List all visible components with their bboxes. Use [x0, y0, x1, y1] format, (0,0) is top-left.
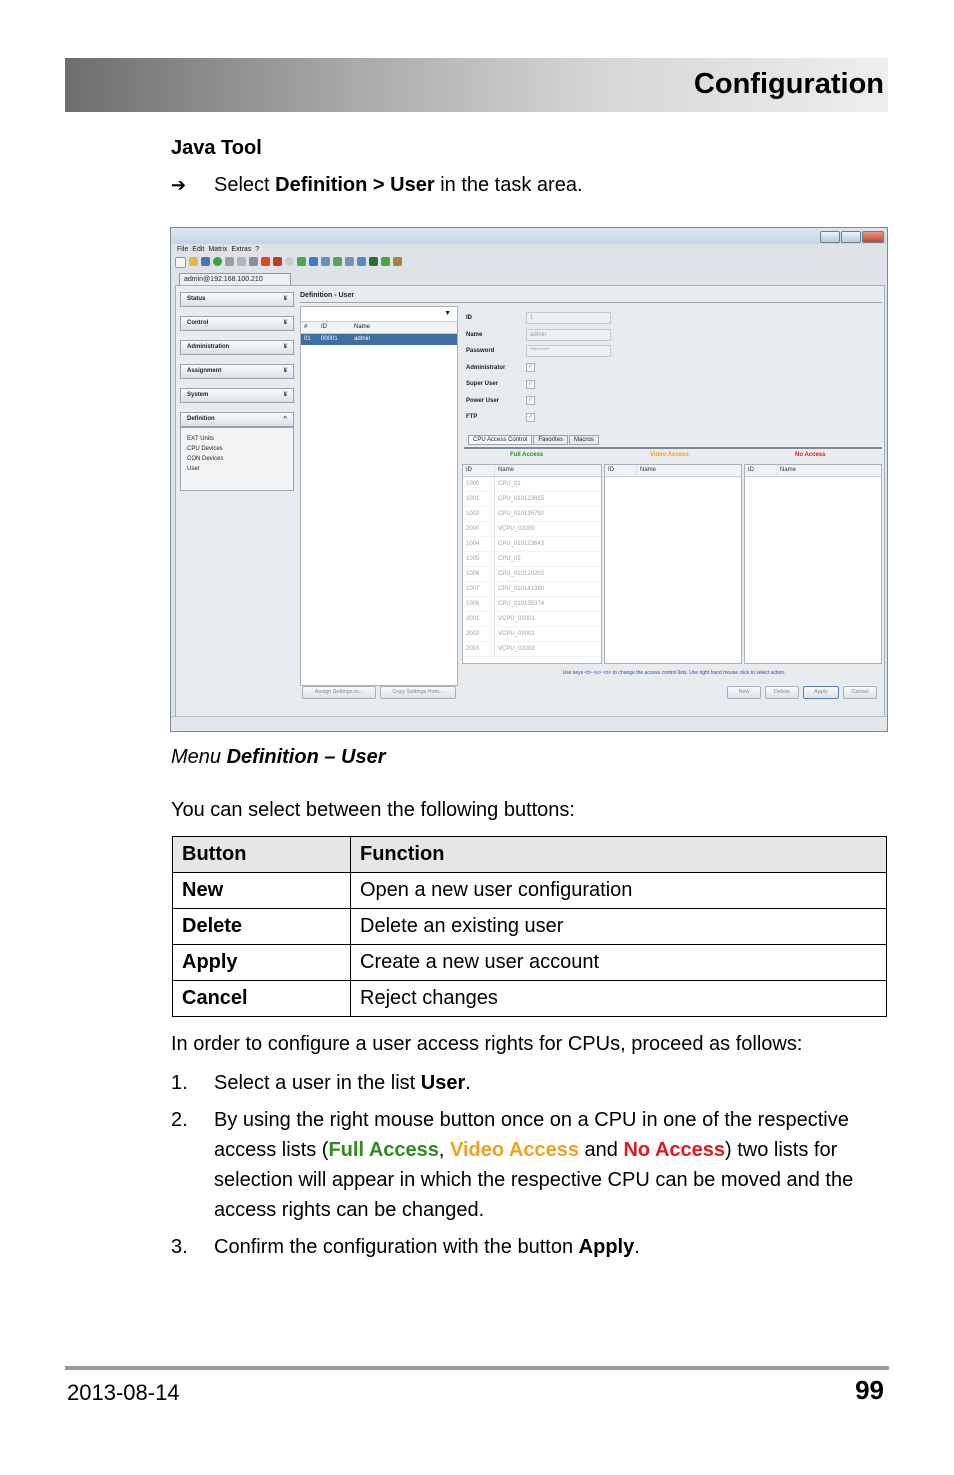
cpu-name: CPU_010129202	[498, 571, 545, 577]
close-icon[interactable]	[862, 231, 884, 243]
menu-matrix[interactable]: Matrix	[208, 246, 228, 253]
panel-title: Definition - User	[300, 292, 355, 299]
maximize-icon[interactable]	[841, 231, 861, 243]
submenu-ext-units[interactable]: EXT Units	[187, 436, 214, 442]
subtabs	[468, 435, 599, 445]
chevron-down-icon: ¥	[283, 392, 287, 398]
sidebar-item-status[interactable]	[180, 292, 294, 307]
menu-extras[interactable]: Extras	[231, 246, 252, 253]
chevron-up-icon: ^	[283, 416, 287, 422]
steps-list	[171, 1068, 891, 1269]
sidebar-item-label: Assignment	[187, 368, 222, 374]
list-item	[171, 1068, 891, 1098]
submenu-cpu-devices[interactable]: CPU Devices	[187, 446, 223, 452]
col-name[interactable]: Name	[640, 467, 657, 473]
table-row[interactable]	[463, 552, 601, 567]
arrow-icon: ➔	[171, 175, 187, 195]
table-row[interactable]	[463, 612, 601, 627]
step-text: and	[578, 1139, 624, 1161]
hint-text: Use keys <f> <v> <n> to change the access control lists. Use right hand mouse click to select action.	[562, 670, 786, 676]
main-panel	[175, 285, 885, 717]
settings-icon[interactable]	[285, 257, 294, 266]
copy-icon[interactable]	[237, 257, 246, 266]
caption-bold: Definition – User	[226, 746, 386, 768]
button-function-table	[172, 836, 887, 1017]
monitor-icon[interactable]	[369, 257, 378, 266]
paste-icon[interactable]	[249, 257, 258, 266]
password-label: Password	[466, 348, 495, 355]
table-row	[173, 981, 887, 1017]
sidebar-item-assignment[interactable]	[180, 364, 294, 379]
disconnect-icon[interactable]	[273, 257, 282, 266]
cell-button: Apply	[173, 945, 351, 981]
password-field[interactable]: ********	[526, 345, 611, 357]
document-icon[interactable]	[321, 257, 330, 266]
submenu-user[interactable]: User	[187, 466, 200, 472]
cpu-name: VCPU_02003	[498, 646, 535, 652]
window-titlebar	[171, 228, 887, 244]
cpu-name: CPU_010123615	[498, 496, 545, 502]
table-row[interactable]	[463, 627, 601, 642]
table-row[interactable]	[463, 522, 601, 537]
assign-settings-button[interactable]: Assign Settings to...	[302, 686, 376, 699]
ftp-label: FTP	[466, 414, 478, 421]
submenu-con-devices[interactable]: CON Devices	[187, 456, 224, 462]
super-user-label: Super User	[466, 381, 499, 388]
table-row[interactable]	[463, 642, 601, 657]
copy-settings-button[interactable]: Copy Settings from...	[380, 686, 456, 699]
step-number: 1.	[171, 1072, 188, 1094]
col-number[interactable]: #	[304, 324, 308, 330]
menu-file[interactable]: File	[177, 246, 189, 253]
table-row[interactable]	[463, 492, 601, 507]
video-access-list	[604, 464, 742, 664]
table-row[interactable]	[463, 582, 601, 597]
menubar	[177, 246, 259, 253]
full-access-list	[462, 464, 602, 664]
delete-button[interactable]: Delete	[765, 686, 799, 699]
settings-buttons	[302, 686, 456, 699]
table-row	[173, 909, 887, 945]
power-user-checkbox[interactable]: ✓	[527, 397, 534, 404]
ftp-checkbox[interactable]: ✓	[527, 413, 534, 420]
cpu-name: VCPU_02001	[498, 616, 535, 622]
step-bold: Apply	[578, 1236, 635, 1258]
task-area	[180, 292, 294, 491]
user-properties	[466, 310, 886, 426]
cell-number: 01	[304, 336, 311, 342]
cpu-id: 1006	[463, 567, 495, 581]
sidebar-item-definition[interactable]	[180, 412, 294, 427]
cpu-id: 1008	[463, 597, 495, 611]
step-number: 3.	[171, 1236, 188, 1258]
cpu-id: 2002	[463, 627, 495, 641]
col-id[interactable]: ID	[605, 465, 637, 476]
cpu-id: 1007	[463, 582, 495, 596]
check-icon[interactable]	[381, 257, 390, 266]
sidebar-item-system[interactable]	[180, 388, 294, 403]
col-function: Function	[351, 837, 887, 873]
col-id[interactable]: ID	[463, 465, 495, 476]
intro-text: You can select between the following buttons:	[171, 799, 575, 821]
table-row[interactable]	[463, 537, 601, 552]
connection-tab-label: admin@192.168.100.210	[184, 276, 263, 283]
instruction-prefix: Select	[214, 174, 276, 196]
report-icon[interactable]	[345, 257, 354, 266]
step-text: ,	[438, 1139, 451, 1161]
log-icon[interactable]	[357, 257, 366, 266]
no-access-list	[744, 464, 882, 664]
tab-macros[interactable]: Macros	[569, 435, 599, 445]
tab-cpu-access-control[interactable]: CPU Access Control	[468, 435, 532, 445]
page-title: Configuration	[693, 68, 884, 100]
no-access-heading: No Access	[795, 452, 826, 458]
id-field[interactable]: 1	[526, 312, 611, 324]
refresh-icon[interactable]	[213, 257, 222, 266]
step-text: ) two lists for selection will appear in which the respective CPU can be moved and the access rights can be changed.	[214, 1139, 854, 1221]
app-screenshot	[170, 227, 888, 732]
super-user-checkbox[interactable]: ✓	[527, 380, 534, 387]
table-row[interactable]	[463, 567, 601, 582]
table-row[interactable]	[463, 507, 601, 522]
power-user-label: Power User	[466, 397, 500, 404]
chevron-down-icon: ¥	[283, 344, 287, 350]
cpu-id: 1000	[463, 477, 495, 491]
cell-button: Cancel	[173, 981, 351, 1017]
cell-function: Create a new user account	[351, 945, 887, 981]
step-bold: User	[420, 1072, 466, 1094]
footer-rule	[65, 1366, 889, 1370]
list-item	[171, 1232, 891, 1262]
instruction	[171, 174, 583, 197]
caption-prefix: Menu	[171, 746, 227, 768]
export-icon[interactable]	[333, 257, 342, 266]
cpu-name: VCPU_02000	[498, 526, 535, 532]
status-bar	[171, 716, 887, 731]
cpu-id: 2000	[463, 522, 495, 536]
administrator-checkbox[interactable]: ✓	[527, 364, 534, 371]
user-list-header	[301, 322, 457, 334]
section-title: Java Tool	[171, 137, 262, 159]
page-number: 99	[855, 1375, 884, 1405]
cpu-name: VCPU_02002	[498, 631, 535, 637]
divider	[464, 447, 882, 449]
administrator-label: Administrator	[466, 364, 506, 371]
cpu-id: 2001	[463, 612, 495, 626]
cell-id: 00001	[321, 336, 338, 342]
chevron-down-icon: ¥	[283, 296, 287, 302]
col-id[interactable]: ID	[321, 324, 327, 330]
list-item	[171, 1105, 891, 1225]
sidebar-item-label: Status	[187, 296, 206, 302]
step-text: Select a user in the list	[214, 1072, 421, 1094]
table-row	[173, 873, 887, 909]
step-number: 2.	[171, 1109, 188, 1131]
col-name[interactable]: Name	[498, 467, 515, 473]
video-access-text: Video Access	[450, 1139, 579, 1161]
table-row[interactable]	[463, 477, 601, 492]
full-access-heading: Full Access	[510, 452, 544, 458]
cpu-id: 1002	[463, 507, 495, 521]
cpu-name: CPU_01	[498, 481, 521, 487]
col-button: Button	[173, 837, 351, 873]
name-label: Name	[466, 331, 483, 338]
video-access-heading: Video Access	[650, 452, 689, 458]
sidebar-item-label: Control	[187, 320, 209, 326]
step-text: By using the right mouse button once on a CPU in one of the respective access lists (	[214, 1109, 849, 1161]
menu-edit[interactable]: Edit	[192, 246, 205, 253]
table-header-row	[173, 837, 887, 873]
open-folder-icon[interactable]	[189, 257, 198, 266]
cell-name: admin	[354, 336, 371, 342]
user-list	[300, 306, 458, 686]
chevron-down-icon: ¥	[283, 320, 287, 326]
apply-button[interactable]: Apply	[803, 686, 839, 699]
table-row[interactable]	[301, 334, 457, 345]
col-name[interactable]: Name	[354, 324, 371, 330]
menu-help[interactable]: ?	[255, 246, 260, 253]
tools-icon[interactable]	[393, 257, 402, 266]
step-text: Confirm the configuration with the button	[214, 1236, 579, 1258]
instruction-suffix: in the task area.	[434, 174, 583, 196]
new-file-icon[interactable]	[175, 257, 186, 268]
cell-function: Delete an existing user	[351, 909, 887, 945]
sidebar-item-label: System	[187, 392, 209, 398]
divider	[300, 302, 882, 303]
cell-function: Reject changes	[351, 981, 887, 1017]
cpu-id: 2003	[463, 642, 495, 656]
download-icon[interactable]	[309, 257, 318, 266]
step-text: .	[634, 1236, 640, 1258]
cpu-id: 1004	[463, 537, 495, 551]
upload-icon[interactable]	[297, 257, 306, 266]
col-name[interactable]: Name	[780, 467, 797, 473]
action-buttons	[727, 686, 877, 699]
new-button[interactable]: New	[727, 686, 761, 699]
cpu-id: 1005	[463, 552, 495, 566]
cut-icon[interactable]	[225, 257, 234, 266]
table-row	[173, 945, 887, 981]
col-id[interactable]: ID	[745, 465, 777, 476]
cpu-name: CPU_02	[498, 556, 521, 562]
sidebar-item-administration[interactable]	[180, 340, 294, 355]
cpu-id: 1001	[463, 492, 495, 506]
no-access-text: No Access	[623, 1139, 726, 1161]
cpu-name: CPU_010135374	[498, 601, 545, 607]
footer-date: 2013-08-14	[67, 1380, 180, 1405]
lead-text: In order to configure a user access rights for CPUs, proceed as follows:	[171, 1033, 803, 1055]
cell-button: New	[173, 873, 351, 909]
cpu-name: CPU_010135792	[498, 511, 545, 517]
step-text: .	[465, 1072, 471, 1094]
sidebar-item-label: Administration	[187, 344, 230, 350]
cpu-name: CPU_010141380	[498, 586, 545, 592]
table-row[interactable]	[463, 597, 601, 612]
tab-favorites[interactable]: Favorites	[533, 435, 568, 445]
definition-submenu	[180, 427, 294, 491]
full-access-text: Full Access	[328, 1139, 439, 1161]
toolbar	[175, 257, 402, 268]
chevron-down-icon: ¥	[283, 368, 287, 374]
cell-function: Open a new user configuration	[351, 873, 887, 909]
connection-tab[interactable]	[179, 273, 291, 285]
name-field[interactable]: admin	[526, 329, 611, 341]
cpu-name: CPU_010123643	[498, 541, 545, 547]
instruction-bold: Definition > User	[275, 174, 435, 196]
filter-icon[interactable]: ▼	[444, 310, 451, 317]
minimize-icon[interactable]	[820, 231, 840, 243]
cancel-button[interactable]: Cancel	[843, 686, 877, 699]
id-label: ID	[466, 315, 472, 322]
connect-icon[interactable]	[261, 257, 270, 266]
save-icon[interactable]	[201, 257, 210, 266]
cell-button: Delete	[173, 909, 351, 945]
sidebar-item-control[interactable]	[180, 316, 294, 331]
figure-caption	[171, 746, 386, 769]
sidebar-item-label: Definition	[187, 416, 215, 422]
